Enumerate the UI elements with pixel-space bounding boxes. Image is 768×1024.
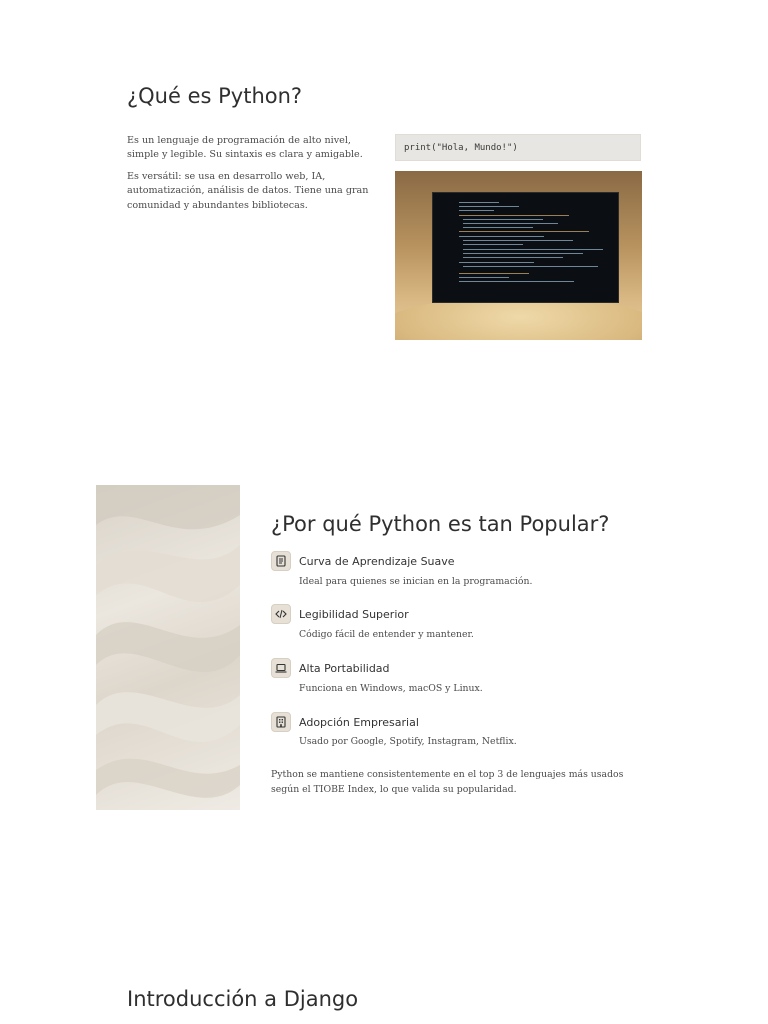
feature-title: Curva de Aprendizaje Suave [299, 555, 455, 568]
section-title-django-intro: Introducción a Django [127, 987, 359, 1011]
book-icon [271, 551, 291, 571]
feature-description: Ideal para quienes se inician en la programación. [299, 576, 533, 587]
section-title-why-popular: ¿Por qué Python es tan Popular? [271, 512, 610, 536]
feature-description: Funciona en Windows, macOS y Linux. [299, 683, 483, 694]
feature-title: Alta Portabilidad [299, 662, 390, 675]
monitor-code-image [395, 171, 642, 340]
code-icon [271, 604, 291, 624]
versatility-paragraph: Es versátil: se usa en desarrollo web, IA, automatización, análisis de datos. Tiene una gran comunidad y abundantes bibliotecas. [127, 171, 369, 211]
feature-title: Adopción Empresarial [299, 716, 419, 729]
popularity-summary: Python se mantiene consistentemente en el top 3 de lenguajes más usados según el TIOBE Index, lo que valida su popularidad. [271, 769, 624, 795]
intro-paragraph: Es un lenguaje de programación de alto nivel, simple y legible. Su sintaxis es clara y amigable. [127, 135, 363, 161]
feature-description: Usado por Google, Spotify, Instagram, Netflix. [299, 736, 517, 747]
monitor-screen [432, 192, 619, 303]
feature-title: Legibilidad Superior [299, 608, 409, 621]
section-title-what-is-python: ¿Qué es Python? [127, 84, 303, 108]
code-snippet: print("Hola, Mundo!") [395, 134, 641, 161]
wave-pattern [96, 485, 240, 810]
laptop-icon [271, 658, 291, 678]
building-icon [271, 712, 291, 732]
abstract-wave-image [96, 485, 240, 810]
feature-description: Código fácil de entender y mantener. [299, 629, 474, 640]
